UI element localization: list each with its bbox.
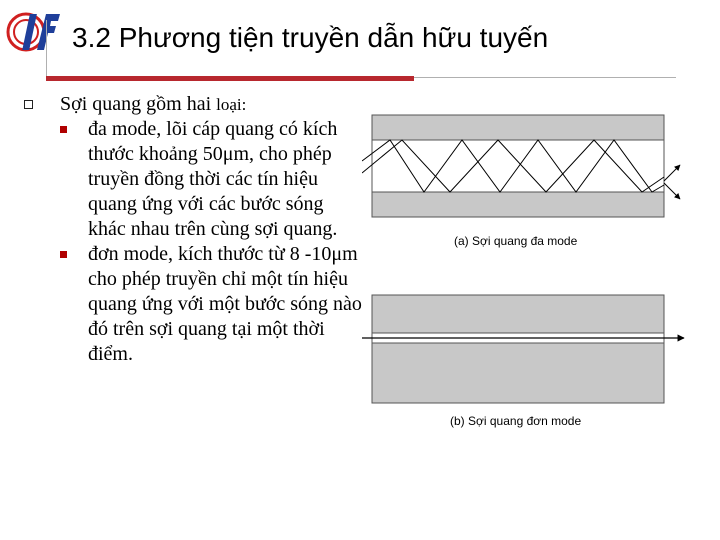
singlemode-fiber <box>362 295 684 403</box>
logo-icon <box>2 4 62 64</box>
title-underline <box>414 77 676 78</box>
square-bullet-icon <box>60 126 67 133</box>
page-title: 3.2 Phương tiện truyền dẫn hữu tuyến <box>72 22 549 53</box>
figure-caption-b: (b) Sợi quang đơn mode <box>450 414 582 428</box>
bullet-item <box>20 92 365 117</box>
hollow-square-bullet-icon <box>24 100 33 109</box>
title-vertical-rule <box>46 20 47 78</box>
sub-bullet-text: đơn mode, kích thước từ 8 -10μm cho phép truyền chỉ một tín hiệu quang ứng với một bước sóng nào đó trên sợi quang tại một thời điểm. <box>88 243 362 365</box>
sub-bullet-item <box>20 117 365 242</box>
slide-body <box>20 92 365 367</box>
title-underline-accent <box>46 76 414 81</box>
fiber-diagram <box>362 107 702 437</box>
figure-caption-a: (a) Sợi quang đa mode <box>454 234 578 248</box>
bullet-text-small: loại: <box>216 95 247 114</box>
multimode-fiber <box>362 115 680 217</box>
square-bullet-icon <box>60 251 67 258</box>
sub-bullet-text: đa mode, lõi cáp quang có kích thước khoảng 50μm, cho phép truyền đồng thời các tín hiệu quang ứng với các bước sóng khác nhau trên cùng sợi quang. <box>88 118 338 240</box>
sub-bullet-item <box>20 242 365 367</box>
bullet-text: Sợi quang gồm hai <box>60 93 217 115</box>
